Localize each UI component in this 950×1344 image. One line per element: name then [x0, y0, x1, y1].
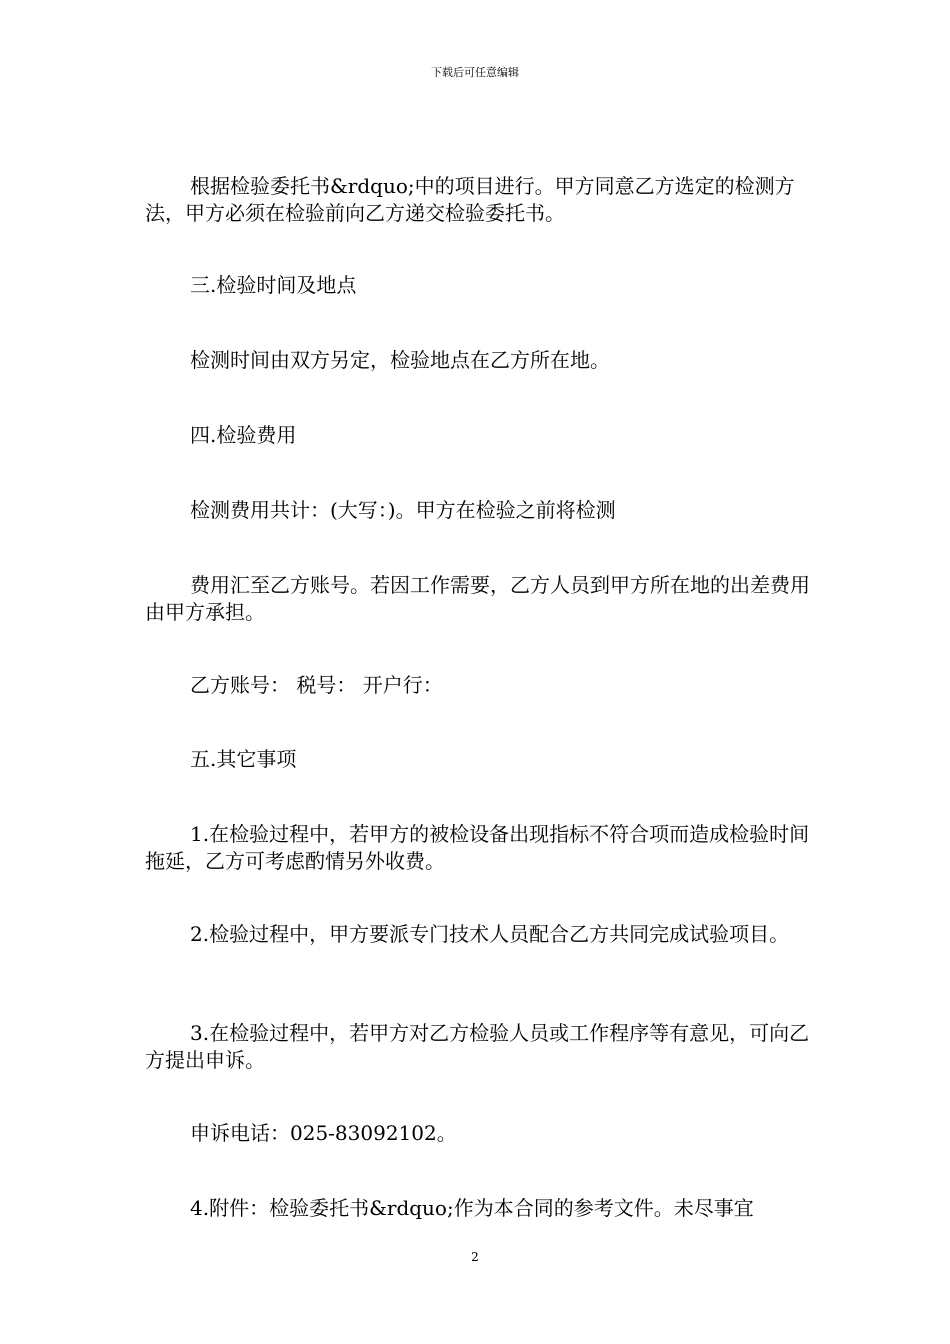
paragraph-time-location: 检测时间由双方另定，检验地点在乙方所在地。	[190, 348, 610, 372]
paragraph-item-4: 4.附件：检验委托书&rdquo;作为本合同的参考文件。未尽事宜	[190, 1196, 754, 1220]
page-header: 下载后可任意编辑	[431, 66, 519, 79]
paragraph-bank-info: 乙方账号： 税号： 开户行：	[190, 673, 443, 697]
section-heading-fees: 四.检验费用	[190, 423, 297, 447]
page-number: 2	[471, 1250, 479, 1264]
paragraph-item-2: 2.检验过程中，甲方要派专门技术人员配合乙方共同完成试验项目。	[190, 922, 790, 946]
paragraph-fee-total: 检测费用共计：(大写：)。甲方在检验之前将检测	[190, 498, 616, 522]
paragraph-item-3: 3.在检验过程中，若甲方对乙方检验人员或工作程序等有意见，可向乙方提出申诉。	[145, 1021, 810, 1072]
section-heading-time-location: 三.检验时间及地点	[190, 273, 357, 297]
paragraph-test-method: 根据检验委托书&rdquo;中的项目进行。甲方同意乙方选定的检测方法，甲方必须在检验前向乙方递交检验委托书。	[145, 174, 795, 225]
section-heading-other: 五.其它事项	[190, 747, 297, 771]
paragraph-complaint-phone: 申诉电话：025-83092102。	[190, 1121, 457, 1145]
paragraph-fee-transfer: 费用汇至乙方账号。若因工作需要，乙方人员到甲方所在地的出差费用由甲方承担。	[145, 573, 810, 624]
paragraph-item-1: 1.在检验过程中，若甲方的被检设备出现指标不符合项而造成检验时间拖延，乙方可考虑酌情另外收费。	[145, 822, 810, 873]
